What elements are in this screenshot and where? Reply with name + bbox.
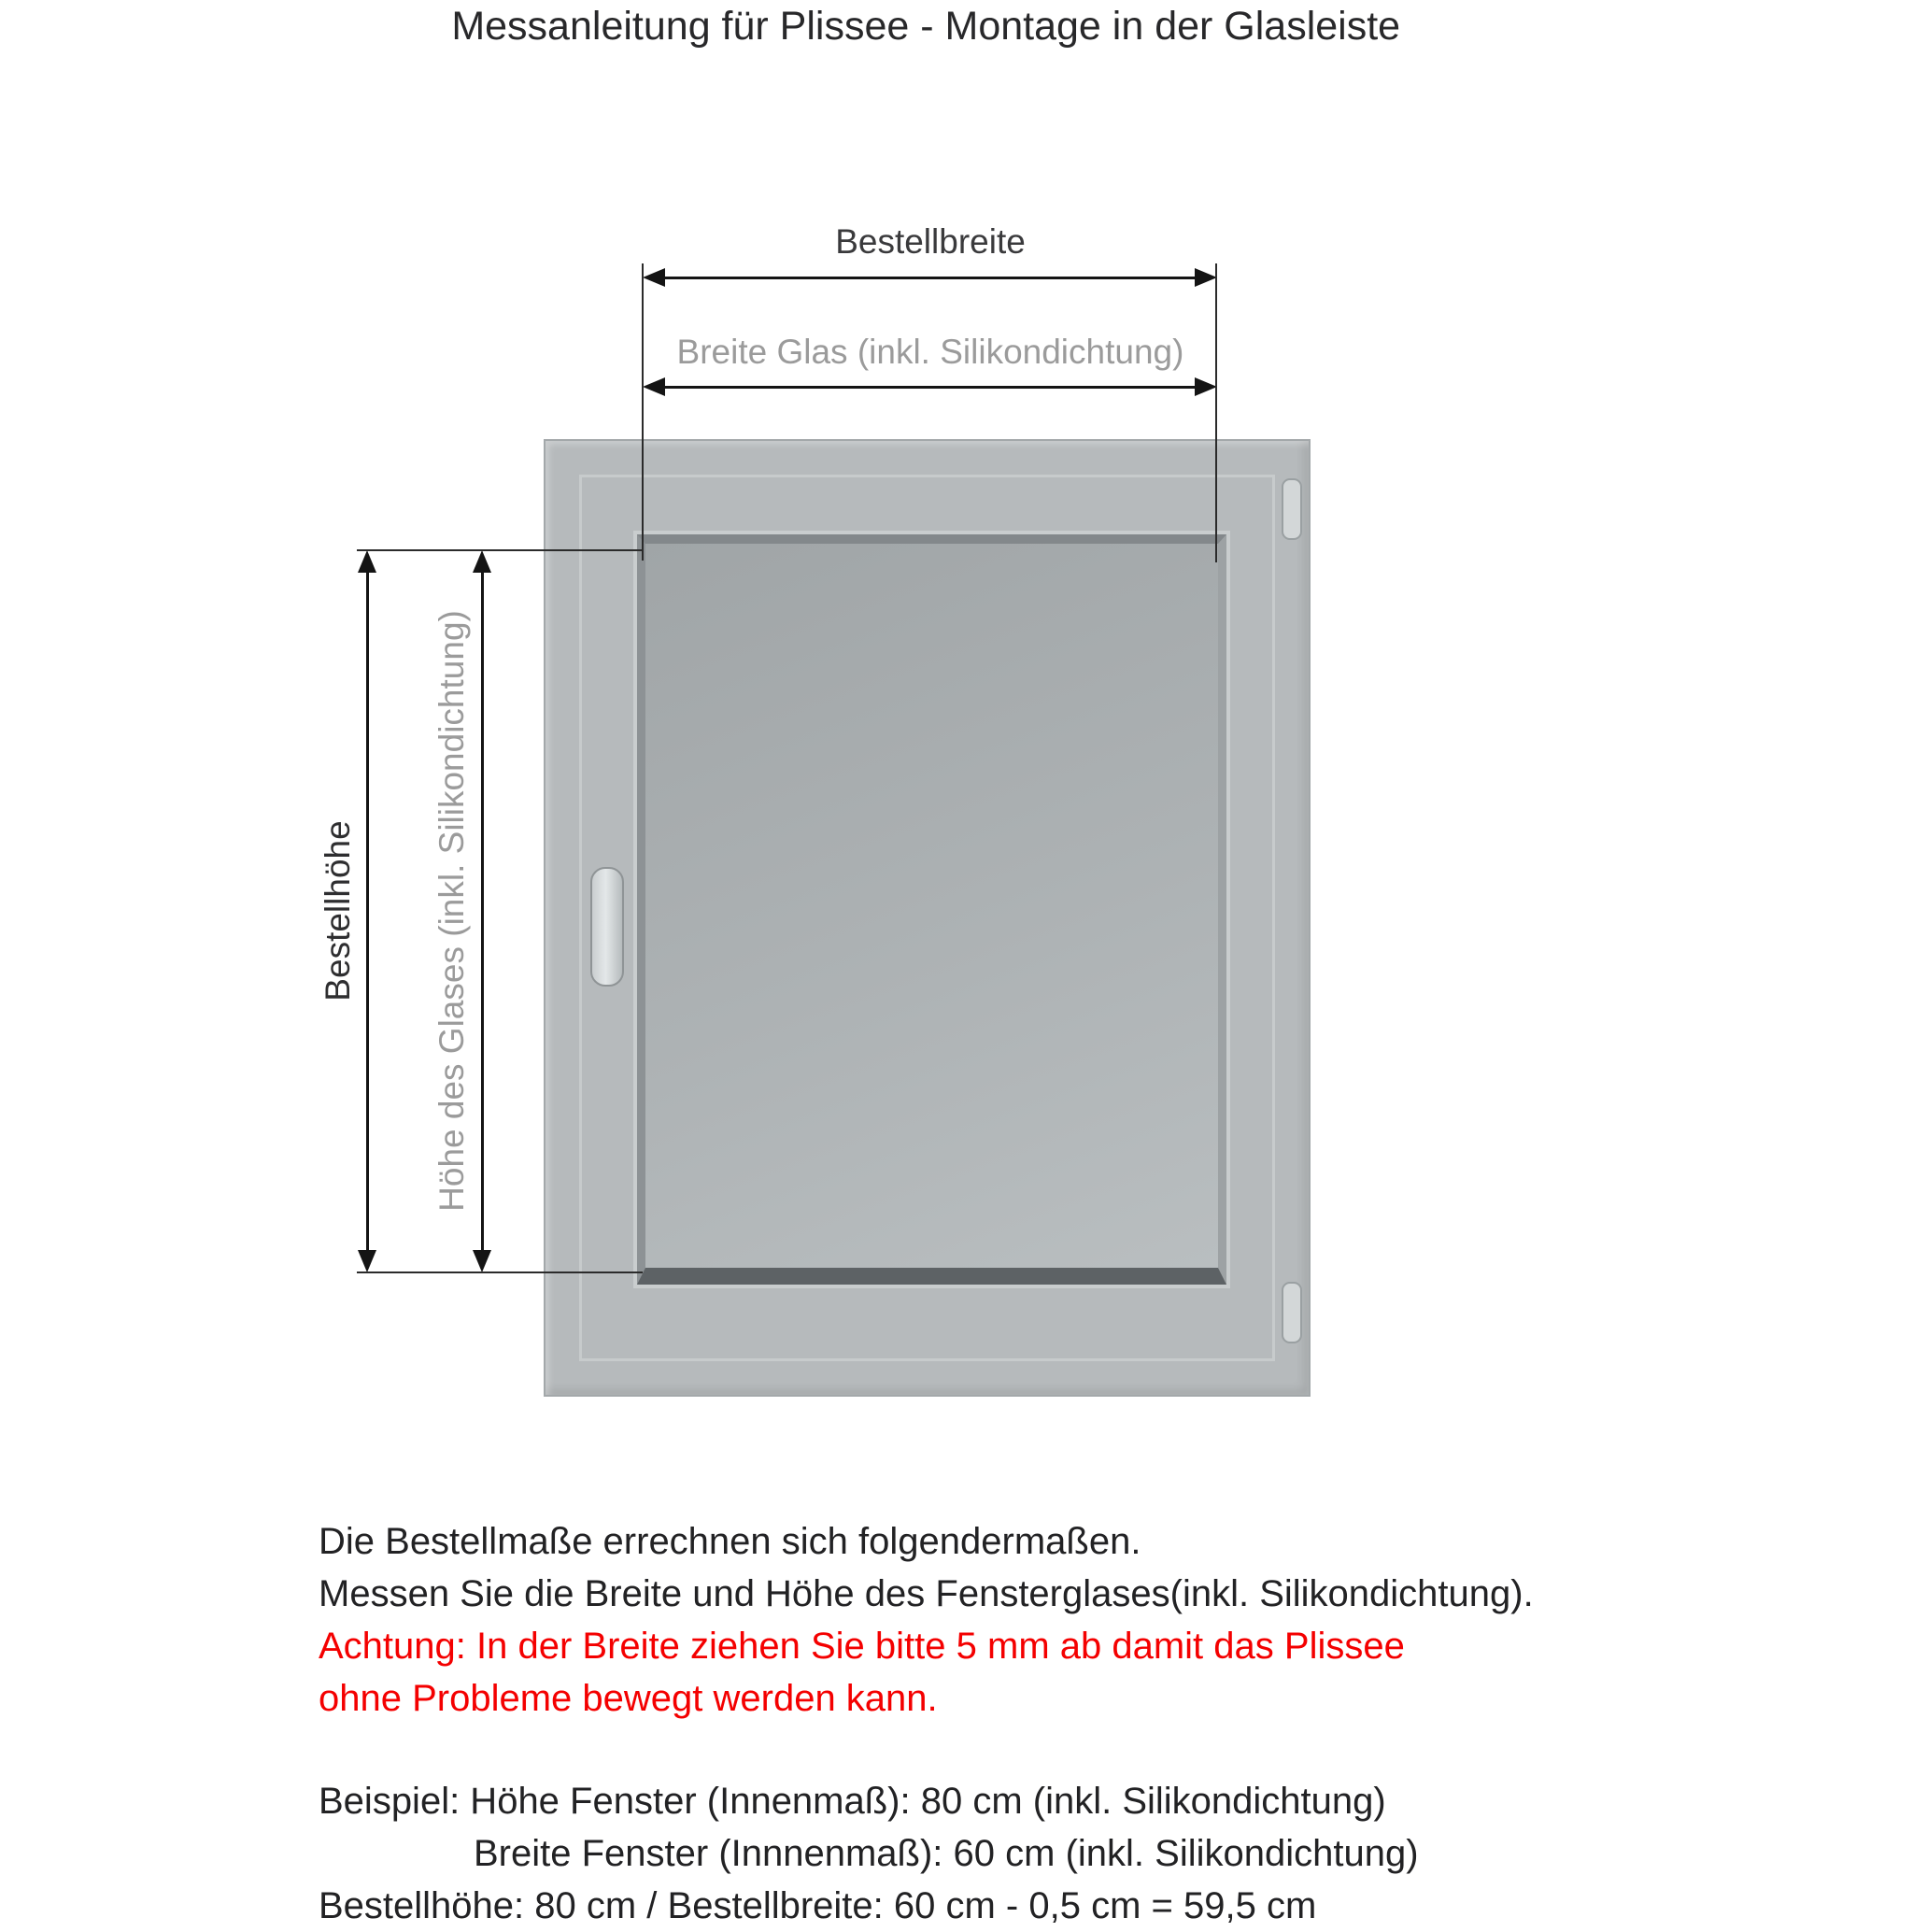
- window-hinge-top: [1282, 478, 1302, 540]
- window-hinge-bottom: [1282, 1282, 1302, 1343]
- dim-arrow-bestellbreite: [654, 277, 1206, 279]
- arrowhead-up-icon: [358, 550, 376, 573]
- extension-line-top: [357, 549, 643, 551]
- instruction-line: Die Bestellmaße errechnen sich folgendermaßen.: [319, 1521, 1141, 1562]
- dim-arrow-breite-glas: [654, 386, 1206, 389]
- arrowhead-right-icon: [1195, 268, 1217, 287]
- warning-line: ohne Probleme bewegt werden kann.: [319, 1678, 938, 1719]
- arrowhead-left-icon: [643, 268, 665, 287]
- arrowhead-left-icon: [643, 377, 665, 396]
- window-handle-icon: [590, 867, 624, 987]
- dim-arrow-bestellhoehe: [366, 561, 369, 1262]
- dim-label-hoehe-glas: Höhe des Glases (inkl. Silikondichtung): [432, 610, 471, 1212]
- dim-label-bestellbreite: Bestellbreite: [835, 222, 1026, 261]
- window-frame: [544, 439, 1311, 1397]
- instruction-line: Messen Sie die Breite und Höhe des Fensterglases(inkl. Silikondichtung).: [319, 1573, 1534, 1614]
- dim-label-bestellhoehe: Bestellhöhe: [319, 820, 357, 1002]
- example-line: Breite Fenster (Innnenmaß): 60 cm (inkl. Silikondichtung): [474, 1833, 1419, 1874]
- warning-line: Achtung: In der Breite ziehen Sie bitte 5 mm ab damit das Plissee: [319, 1626, 1405, 1667]
- page-title: Messanleitung für Plissee - Montage in der Glasleiste: [451, 4, 1401, 49]
- instructions-block: [319, 1515, 1813, 1932]
- extension-line-right: [1215, 263, 1217, 562]
- arrowhead-down-icon: [358, 1250, 376, 1272]
- example-line: Bestellhöhe: 80 cm / Bestellbreite: 60 cm - 0,5 cm = 59,5 cm: [319, 1885, 1317, 1926]
- arrowhead-right-icon: [1195, 377, 1217, 396]
- dim-arrow-hoehe-glas: [481, 561, 484, 1262]
- example-line: Beispiel: Höhe Fenster (Innenmaß): 80 cm (inkl. Silikondichtung): [319, 1781, 1386, 1822]
- window-glass: [637, 534, 1226, 1285]
- extension-line-left: [642, 263, 644, 561]
- extension-line-bottom: [357, 1271, 643, 1273]
- dim-label-breite-glas: Breite Glas (inkl. Silikondichtung): [676, 333, 1184, 371]
- arrowhead-up-icon: [473, 550, 491, 573]
- arrowhead-down-icon: [473, 1250, 491, 1272]
